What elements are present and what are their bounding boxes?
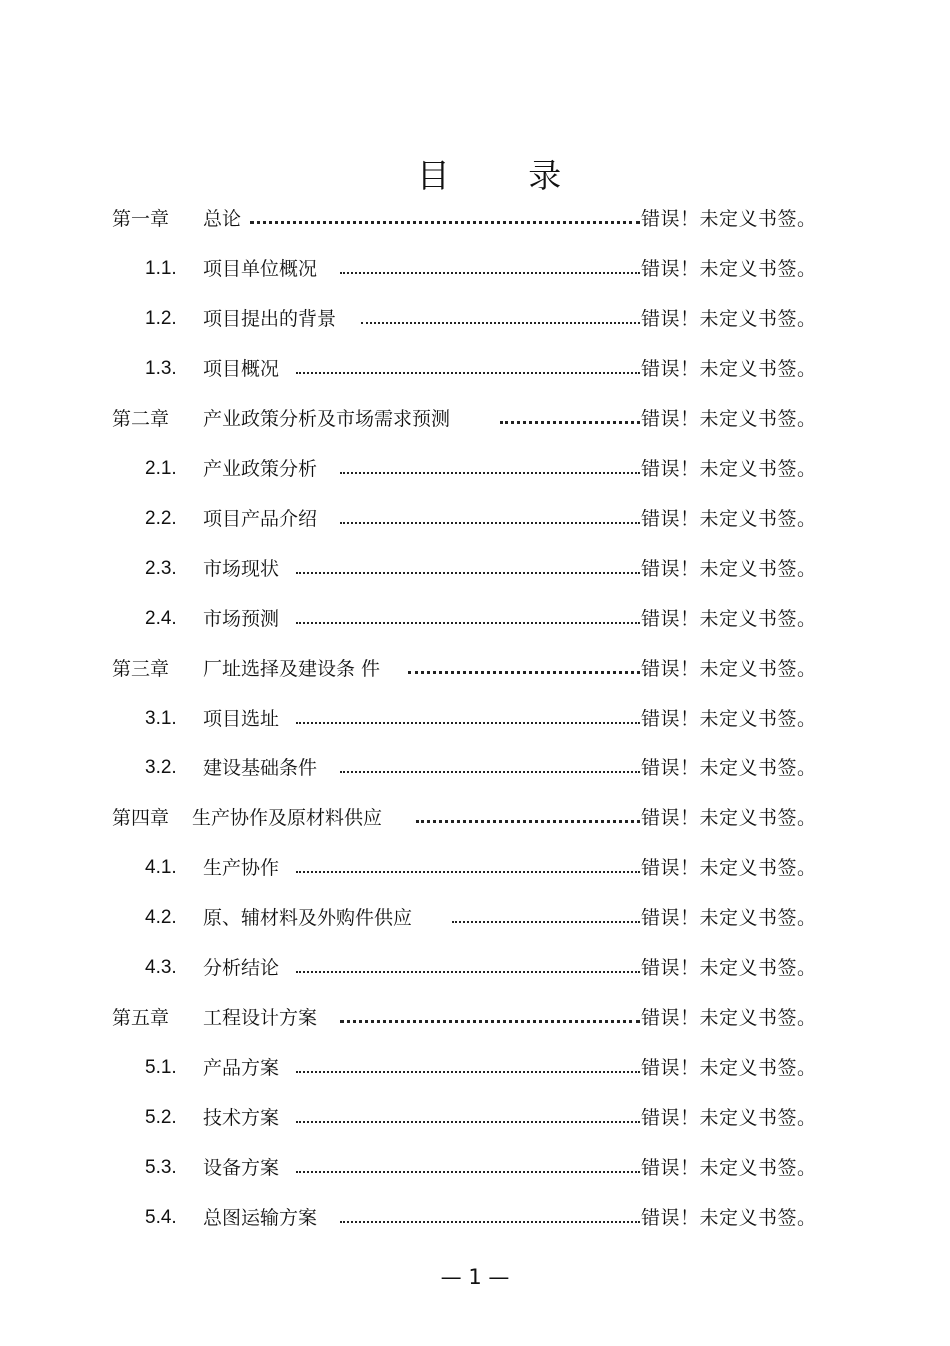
- toc-section-row[interactable]: [0, 554, 950, 584]
- toc-entry-title: 产品方案: [203, 1057, 280, 1080]
- toc-page-reference: 错误！未定义书签。: [641, 607, 817, 630]
- toc-dot-leader: [340, 272, 640, 274]
- toc-section-row[interactable]: [0, 354, 950, 384]
- toc-chapter-row[interactable]: [0, 803, 950, 833]
- toc-entry-title: 生产协作: [203, 857, 280, 880]
- toc-entry-number: 4.2.: [145, 907, 177, 929]
- toc-entry-number: 第五章: [112, 1007, 170, 1030]
- toc-dot-leader: [296, 722, 640, 724]
- toc-chapter-row[interactable]: [0, 654, 950, 684]
- toc-section-row[interactable]: [0, 704, 950, 734]
- toc-entry-title: 项目概况: [203, 357, 280, 380]
- toc-entry-number: 第三章: [112, 657, 170, 680]
- toc-section-row[interactable]: [0, 853, 950, 883]
- toc-entry-number: 第二章: [112, 407, 170, 430]
- toc-page-reference: 错误！未定义书签。: [641, 1057, 817, 1080]
- toc-section-row[interactable]: [0, 1203, 950, 1233]
- toc-dot-leader: [296, 871, 640, 873]
- toc-entry-title: 设备方案: [203, 1157, 280, 1180]
- toc-entry-number: 5.2.: [145, 1107, 177, 1129]
- toc-page-reference: 错误！未定义书签。: [641, 757, 817, 780]
- toc-dot-leader: [340, 1020, 640, 1023]
- toc-entry-number: 3.1.: [145, 707, 177, 729]
- toc-dot-leader: [416, 820, 640, 823]
- toc-entry-title: 生产协作及原材料供应: [192, 807, 383, 830]
- toc-section-row[interactable]: [0, 304, 950, 334]
- toc-entry-number: 第一章: [112, 208, 170, 230]
- toc-section-row[interactable]: [0, 254, 950, 284]
- toc-entry-number: 4.1.: [145, 857, 177, 879]
- toc-page-reference: 错误！未定义书签。: [641, 557, 817, 580]
- toc-entry-number: 1.1.: [145, 257, 177, 279]
- toc-page-reference: 错误！未定义书签。: [641, 307, 817, 330]
- toc-entry-number: 2.1.: [145, 457, 177, 479]
- toc-entry-title: 项目选址: [203, 707, 280, 730]
- page-number: — 1 —: [440, 1265, 510, 1289]
- toc-entry-title: 总论: [203, 208, 242, 230]
- toc-entry-title: 总图运输方案: [203, 1207, 318, 1229]
- toc-dot-leader: [296, 1171, 640, 1173]
- toc-page-reference: 错误！未定义书签。: [641, 257, 817, 280]
- toc-page-reference: 错误！未定义书签。: [641, 807, 817, 830]
- toc-section-row[interactable]: [0, 1103, 950, 1133]
- toc-entry-number: 2.3.: [145, 557, 177, 579]
- toc-chapter-row[interactable]: [0, 204, 950, 234]
- toc-entry-number: 5.3.: [145, 1157, 177, 1179]
- toc-entry-title: 项目提出的背景: [203, 307, 337, 330]
- toc-entry-title: 技术方案: [203, 1107, 280, 1130]
- toc-dot-leader: [296, 971, 640, 973]
- toc-entry-title: 分析结论: [203, 957, 280, 980]
- toc-entry-number: 2.2.: [145, 507, 177, 529]
- toc-page-reference: 错误！未定义书签。: [641, 707, 817, 730]
- toc-chapter-row[interactable]: [0, 404, 950, 434]
- page-title: 目 录: [416, 156, 596, 195]
- toc-section-row[interactable]: [0, 953, 950, 983]
- toc-page-reference: 错误！未定义书签。: [641, 857, 817, 880]
- toc-dot-leader: [340, 771, 640, 773]
- toc-entry-title: 建设基础条件: [203, 757, 318, 780]
- toc-dot-leader: [340, 522, 640, 524]
- toc-page-reference: 错误！未定义书签。: [641, 1107, 817, 1130]
- toc-section-row[interactable]: [0, 504, 950, 534]
- toc-page-reference: 错误！未定义书签。: [641, 957, 817, 980]
- toc-entry-number: 第四章: [112, 807, 170, 830]
- toc-entry-title: 产业政策分析及市场需求预测: [203, 407, 451, 430]
- toc-section-row[interactable]: [0, 753, 950, 783]
- toc-dot-leader: [452, 921, 640, 923]
- toc-dot-leader: [340, 472, 640, 474]
- toc-section-row[interactable]: [0, 1153, 950, 1183]
- toc-dot-leader: [500, 421, 640, 424]
- toc-dot-leader: [296, 1071, 640, 1073]
- toc-page-reference: 错误！未定义书签。: [641, 507, 817, 530]
- toc-section-row[interactable]: [0, 1053, 950, 1083]
- toc-page-reference: 错误！未定义书签。: [641, 1157, 817, 1180]
- toc-dot-leader: [296, 372, 640, 374]
- toc-chapter-row[interactable]: [0, 1003, 950, 1033]
- toc-entry-number: 1.3.: [145, 357, 177, 379]
- toc-entry-title: 原、辅材料及外购件供应: [203, 907, 413, 930]
- toc-section-row[interactable]: [0, 604, 950, 634]
- toc-page-reference: 错误！未定义书签。: [641, 208, 817, 230]
- toc-page-reference: 错误！未定义书签。: [641, 1007, 817, 1030]
- toc-entry-title: 市场现状: [203, 557, 280, 580]
- toc-dot-leader: [296, 622, 640, 624]
- toc-entry-title: 市场预测: [203, 607, 280, 630]
- toc-page-reference: 错误！未定义书签。: [641, 907, 817, 930]
- toc-entry-title: 产业政策分析: [203, 457, 318, 480]
- toc-entry-title: 项目单位概况: [203, 257, 318, 280]
- toc-dot-leader: [250, 221, 640, 224]
- toc-entry-number: 1.2.: [145, 307, 177, 329]
- toc-entry-title: 厂址选择及建设条 件: [203, 657, 381, 680]
- toc-dot-leader: [340, 1221, 640, 1223]
- toc-dot-leader: [361, 322, 640, 324]
- toc-entry-title: 项目产品介绍: [203, 507, 318, 530]
- toc-dot-leader: [296, 572, 640, 574]
- toc-dot-leader: [408, 671, 640, 674]
- toc-page-reference: 错误！未定义书签。: [641, 1207, 817, 1229]
- toc-dot-leader: [296, 1121, 640, 1123]
- toc-entry-number: 4.3.: [145, 957, 177, 979]
- toc-page-reference: 错误！未定义书签。: [641, 357, 817, 380]
- toc-page-reference: 错误！未定义书签。: [641, 657, 817, 680]
- toc-page-reference: 错误！未定义书签。: [641, 457, 817, 480]
- toc-entry-title: 工程设计方案: [203, 1007, 318, 1030]
- toc-entry-number: 2.4.: [145, 607, 177, 629]
- toc-section-row[interactable]: [0, 903, 950, 933]
- toc-section-row[interactable]: [0, 454, 950, 484]
- toc-page-reference: 错误！未定义书签。: [641, 407, 817, 430]
- toc-entry-number: 5.4.: [145, 1207, 177, 1228]
- toc-entry-number: 3.2.: [145, 757, 177, 779]
- toc-entry-number: 5.1.: [145, 1057, 177, 1079]
